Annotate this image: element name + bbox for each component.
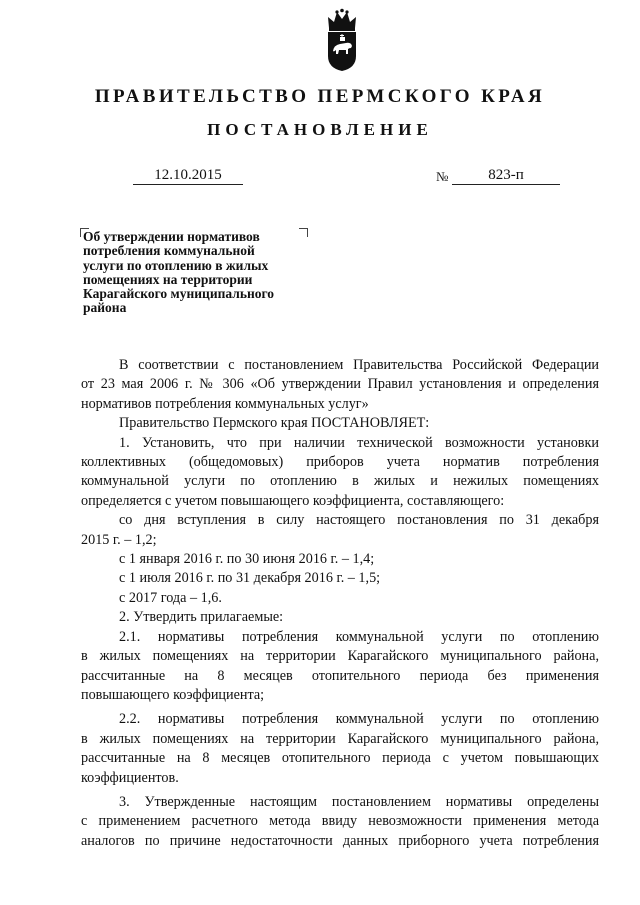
body-line: рассчитанные на 8 месяцев отопительного периода без применения <box>81 667 599 684</box>
body-line: аналогов по причине недостаточности данных приборного учета потребления <box>81 832 599 849</box>
perm-krai-coat-of-arms-icon <box>324 8 360 72</box>
body-line: 1. Установить, что при наличии технической возможности установки <box>119 434 599 451</box>
document-subject <box>83 230 313 316</box>
document-date: 12.10.2015 <box>133 166 243 185</box>
document-body <box>81 356 599 851</box>
subject-line: помещениях на территории <box>83 271 253 287</box>
body-line: коллективных (общедомовых) приборов учета норматив потребления <box>81 454 599 471</box>
body-line: со дня вступления в силу настоящего постановления по 31 декабря <box>119 512 599 529</box>
body-line: 3. Утвержденные настоящим постановлением нормативы определены <box>119 793 599 810</box>
body-line: в жилых помещениях на территории Карагайского муниципального района, <box>81 648 599 665</box>
body-line: Правительство Пермского края ПОСТАНОВЛЯЕТ: <box>119 415 430 432</box>
body-line: коммунальной услуги по отоплению в жилых и нежилых помещениях <box>81 473 599 490</box>
subject-line: Карагайского муниципального <box>83 286 275 302</box>
document-number: 823-п <box>452 166 560 185</box>
body-line: с 1 января 2016 г. по 30 июня 2016 г. – 1,4; <box>119 551 375 568</box>
body-line: повышающего коэффициента; <box>81 686 265 703</box>
subject-line: потребления коммунальной <box>83 243 255 259</box>
body-line: В соответствии с постановлением Правительства Российской Федерации <box>119 357 599 373</box>
document-type: ПОСТАНОВЛЕНИЕ <box>207 120 433 139</box>
body-line: рассчитанные на 8 месяцев отопительного периода с учетом повышающих <box>81 750 599 767</box>
body-line: с 2017 года – 1,6. <box>119 589 222 606</box>
government-title: ПРАВИТЕЛЬСТВО ПЕРМСКОГО КРАЯ <box>94 86 546 107</box>
body-line: с применением расчетного метода ввиду невозможности применения метода <box>81 813 599 830</box>
body-line: определяется с учетом повышающего коэффициента, составляющего: <box>81 492 505 509</box>
body-line: нормативов потребления коммунальных услуг» <box>81 395 369 412</box>
body-line: 2.1. нормативы потребления коммунальной услуги по отоплению <box>119 628 599 645</box>
subject-line: района <box>83 300 127 316</box>
subject-line: Об утверждении нормативов <box>83 229 260 244</box>
body-line: 2.2. нормативы потребления коммунальной услуги по отоплению <box>119 711 599 728</box>
body-line: с 1 июля 2016 г. по 31 декабря 2016 г. – 1,5; <box>119 570 381 587</box>
body-line: 2015 г. – 1,2; <box>81 531 157 548</box>
number-sign: № <box>436 169 449 184</box>
subject-line: услуги по отоплению в жилых <box>83 257 269 273</box>
body-line: от 23 мая 2006 г. № 306 «Об утверждении Правил установления и определения <box>81 376 599 393</box>
body-line: 2. Утвердить прилагаемые: <box>119 609 284 626</box>
body-line: в жилых помещениях на территории Карагайского муниципального района, <box>81 730 599 747</box>
body-line: коэффициентов. <box>81 769 179 786</box>
